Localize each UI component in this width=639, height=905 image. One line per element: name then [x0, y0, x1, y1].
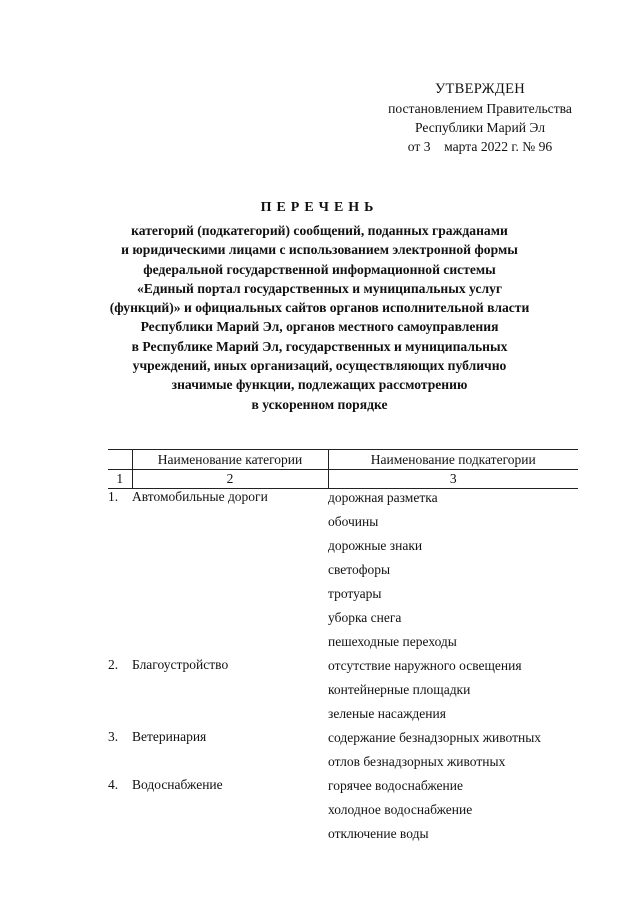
approval-line-2: Республики Марий Эл [414, 120, 546, 135]
subtitle-line: учреждений, иных организаций, осуществляющих публично [132, 358, 507, 374]
approval-date: от 3 марта 2022 г. № 96 [407, 139, 553, 154]
subtitle-line: «Единый портал государственных и муниципальных услуг [136, 280, 503, 296]
subtitle-line: в Республике Марий Эл, государственных и муниципальных [131, 338, 508, 354]
subcategory-item: дорожная разметка [328, 490, 438, 505]
column-number: 3 [328, 470, 578, 489]
row-category: Ветеринария [132, 729, 207, 744]
table-row [108, 729, 578, 777]
row-category: Благоустройство [132, 657, 229, 672]
subtitle-line: федеральной государственной информационной системы [143, 261, 496, 277]
table-column-numbers-row [108, 470, 578, 489]
subtitle-line: категорий (подкатегорий) сообщений, поданных гражданами [131, 223, 508, 238]
subcategory-item: содержание безнадзорных животных [328, 730, 542, 745]
row-number: 2. [108, 657, 119, 672]
column-number: 2 [132, 470, 328, 489]
subcategory-item: отсутствие наружного освещения [328, 658, 522, 673]
subcategory-item: холодное водоснабжение [328, 802, 473, 817]
subcategory-item: отлов безнадзорных животных [328, 754, 506, 769]
column-number: 1 [108, 470, 132, 489]
header-num [108, 450, 132, 470]
subtitle-line: (функций)» и официальных сайтов органов исполнительной власти [109, 300, 530, 316]
subcategory-item: светофоры [328, 562, 391, 577]
row-subcategories [328, 657, 578, 729]
document-heading: ПЕРЕЧЕНЬ [260, 200, 379, 215]
row-category: Водоснабжение [132, 777, 223, 792]
row-subcategories [328, 489, 578, 658]
row-subcategories [328, 777, 578, 849]
subcategory-item: зеленые насаждения [328, 706, 446, 721]
row-subcategories [328, 729, 578, 777]
subcategory-item: тротуары [328, 586, 382, 601]
subcategory-item: контейнерные площадки [328, 682, 471, 697]
table-row [108, 777, 578, 849]
document-subtitle [0, 221, 639, 414]
header-category: Наименование категории [132, 450, 328, 470]
subcategory-item: горячее водоснабжение [328, 778, 463, 793]
subtitle-line: в ускоренном порядке [251, 396, 388, 412]
row-number: 4. [108, 777, 119, 792]
subcategory-item: дорожные знаки [328, 538, 423, 553]
row-number: 3. [108, 729, 119, 744]
subcategory-item: уборка снега [328, 610, 402, 625]
subcategory-item: обочины [328, 514, 379, 529]
approval-line-1: постановлением Правительства [388, 101, 572, 116]
subtitle-line: Республики Марий Эл, органов местного самоуправления [140, 319, 499, 335]
approval-block [360, 80, 600, 156]
approval-title: УТВЕРЖДЕН [434, 81, 526, 97]
header-subcategory: Наименование подкатегории [328, 450, 578, 470]
table-row [108, 657, 578, 729]
subcategory-item: пешеходные переходы [328, 634, 457, 649]
subtitle-line: значимые функции, подлежащих рассмотрению [171, 377, 468, 393]
subcategory-item: отключение воды [328, 826, 429, 841]
subtitle-line: и юридическими лицами с использованием электронной формы [121, 242, 518, 258]
row-category: Автомобильные дороги [132, 489, 268, 504]
row-number: 1. [108, 489, 119, 504]
categories-table [108, 449, 578, 849]
table-header-row [108, 450, 578, 470]
table-row [108, 489, 578, 658]
